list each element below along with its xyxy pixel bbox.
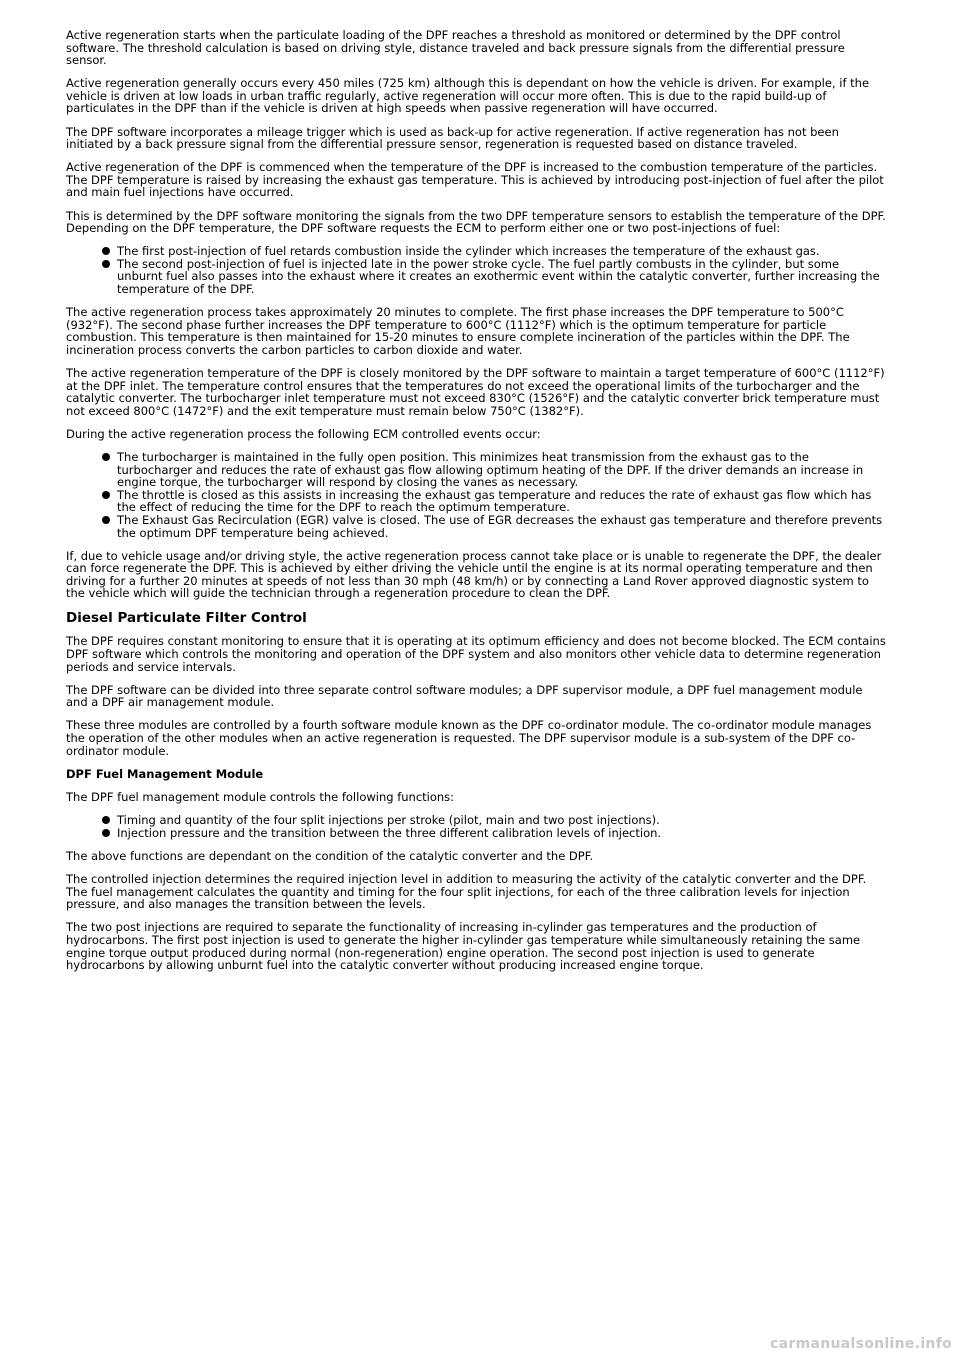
paragraph-11: The DPF software can be divided into three separate control software modules; a DPF supervisor module, a DPF fuel management module and a DPF air management module.: [66, 682, 863, 710]
bullet-icon: [102, 816, 110, 824]
list-item-text: The throttle is closed as this assists in increasing the exhaust gas temperature and reduces the rate of exhaust gas flow which has the effect of reducing the time for the DPF to reach the optimum temperature.: [117, 487, 872, 515]
paragraph-2: Active regeneration generally occurs every 450 miles (725 km) although this is dependant on how the vehicle is driven. For example, if the vehicle is driven at low loads in urban traffic regularly, active regeneration will occur more often. This is due to the rapid build-up of particulates in the DPF than if the vehicle is driven at high speeds when passive regeneration will have occurred.: [66, 76, 870, 116]
paragraph-13: The DPF fuel management module controls the following functions:: [66, 790, 455, 805]
list-item: [66, 827, 886, 840]
list-item-text: The Exhaust Gas Recirculation (EGR) valve is closed. The use of EGR decreases the exhaust gas temperature and therefore prevents the optimum DPF temperature being achieved.: [117, 512, 883, 540]
document-body: [66, 0, 886, 982]
paragraph-4: Active regeneration of the DPF is commenced when the temperature of the DPF is increased to the combustion temperature of the particles. The DPF temperature is raised by increasing the exhaust gas temperature. This is achieved by introducing post-injection of fuel after the pilot and main fuel injections have occurred.: [66, 160, 884, 200]
list-item: [66, 514, 886, 539]
list-item: [66, 451, 886, 489]
bullet-list-2: [66, 451, 886, 539]
bullet-list-3: [66, 814, 886, 839]
list-item-text: The second post-injection of fuel is injected late in the power stroke cycle. The fuel partly combusts in the cylinder, but some unburnt fuel also passes into the exhaust where it creates an exothermic event within the catalytic converter, further increasing the temperature of the DPF.: [117, 256, 880, 296]
list-item: [66, 258, 886, 296]
bullet-list-1: [66, 245, 886, 295]
list-item-text: The turbocharger is maintained in the fully open position. This minimizes heat transmission from the exhaust gas to the turbocharger and reduces the rate of exhaust gas flow allowing optimum heating of the DPF. If the driver demands an increase in engine torque, the turbocharger will respond by closing the vanes as necessary.: [117, 449, 864, 490]
section-heading: Diesel Particulate Filter Control: [66, 610, 307, 627]
paragraph-16: The two post injections are required to separate the functionality of increasing in-cylinder gas temperatures and the production of hydrocarbons. The first post injection is used to generate the higher in-cylinder gas temperature while simultaneously retaining the same engine torque output produced during normal (non-regeneration) engine operation. The second post injection is used to generate hydrocarbons by allowing unburnt fuel into the catalytic converter without producing increased engine torque.: [66, 920, 861, 973]
bullet-icon: [102, 516, 110, 524]
site-watermark: carmanualsonline.info: [770, 1336, 952, 1352]
list-item-text: Timing and quantity of the four split injections per stroke (pilot, main and two post injections).: [117, 813, 660, 828]
paragraph-14: The above functions are dependant on the condition of the catalytic converter and the DPF.: [66, 849, 594, 863]
bullet-icon: [102, 453, 110, 461]
bullet-icon: [102, 829, 110, 837]
paragraph-1: Active regeneration starts when the particulate loading of the DPF reaches a threshold as monitored or determined by the DPF control software. The threshold calculation is based on driving style, distance traveled and back pressure signals from the differential pressure sensor.: [66, 28, 845, 68]
paragraph-10: The DPF requires constant monitoring to ensure that it is operating at its optimum efficiency and does not become blocked. The ECM contains DPF software which controls the monitoring and operation of the DPF system and also monitors other vehicle data to determine regeneration periods and service intervals.: [66, 634, 886, 674]
paragraph-9: If, due to vehicle usage and/or driving style, the active regeneration process cannot take place or is unable to regenerate the DPF, the dealer can force regenerate the DPF. This is achieved by either driving the vehicle until the engine is at its normal operating temperature and then driving for a further 20 minutes at speeds of not less than 30 mph (48 km/h) or by connecting a Land Rover approved diagnostic system to the vehicle which will guide the technician through a regeneration procedure to clean the DPF.: [66, 548, 882, 601]
paragraph-12: These three modules are controlled by a fourth software module known as the DPF co-ordinator module. The co-ordinator module manages the operation of the other modules when an active regeneration is requested. The DPF supervisor module is a sub-system of the DPF co-ordinator module.: [66, 718, 872, 758]
paragraph-6: The active regeneration process takes approximately 20 minutes to complete. The first phase increases the DPF temperature to 500°C (932°F). The second phase further increases the DPF temperature to 600°C (1112°F) which is the optimum temperature for particle combustion. This temperature is then maintained for 15-20 minutes to ensure complete incineration of the particles within the DPF. The incineration process converts the carbon particles to carbon dioxide and water.: [66, 305, 850, 357]
paragraph-8: During the active regeneration process the following ECM controlled events occur:: [66, 426, 541, 441]
paragraph-3: The DPF software incorporates a mileage trigger which is used as back-up for active regeneration. If active regeneration has not been initiated by a back pressure signal from the differential pressure sensor, regeneration is requested based on distance traveled.: [66, 124, 839, 152]
bullet-icon: [102, 247, 110, 255]
bullet-icon: [102, 491, 110, 499]
list-item-text: Injection pressure and the transition between the three different calibration levels of injection.: [117, 825, 662, 840]
bullet-icon: [102, 260, 110, 268]
paragraph-15: The controlled injection determines the required injection level in addition to measuring the activity of the catalytic converter and the DPF. The fuel management calculates the quantity and timing for the four split injections, for each of the three calibration levels for injection pressure, and also manages the transition between the levels.: [66, 872, 867, 912]
subsection-heading: DPF Fuel Management Module: [66, 766, 264, 781]
paragraph-5: This is determined by the DPF software monitoring the signals from the two DPF temperature sensors to establish the temperature of the DPF. Depending on the DPF temperature, the DPF software requests the ECM to perform either one or two post-injections of fuel:: [66, 208, 886, 236]
list-item: [66, 489, 886, 514]
paragraph-7: The active regeneration temperature of the DPF is closely monitored by the DPF software to maintain a target temperature of 600°C (1112°F) at the DPF inlet. The temperature control ensures that the temperatures do not exceed the operational limits of the turbocharger and the catalytic converter. The turbocharger inlet temperature must not exceed 830°C (1526°F) and the catalytic converter brick temperature must not exceed 800°C (1472°F) and the exit temperature must remain below 750°C (1382°F).: [66, 365, 885, 418]
list-item-text: The first post-injection of fuel retards combustion inside the cylinder which increases the temperature of the exhaust gas.: [117, 244, 820, 259]
